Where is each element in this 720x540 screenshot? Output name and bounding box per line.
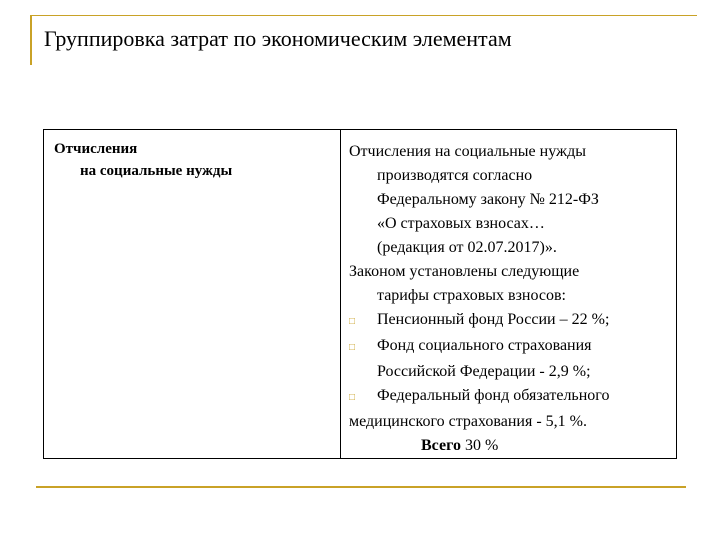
desc-line: (редакция от 02.07.2017)».	[377, 239, 557, 256]
square-bullet-icon: □	[349, 342, 356, 353]
element-name-cell	[44, 130, 341, 459]
total-label: Всего	[421, 437, 461, 454]
page-title: Группировка затрат по экономическим элементам	[44, 26, 512, 51]
desc-line: Отчисления на социальные нужды	[349, 143, 586, 160]
frame-top-line	[30, 15, 697, 16]
desc-line: производятся согласно	[377, 167, 533, 184]
element-name-line1: Отчисления	[54, 141, 138, 157]
frame-bottom-line	[36, 486, 686, 488]
list-item	[349, 334, 670, 360]
total-value: 30 %	[464, 437, 499, 454]
cost-elements-table	[43, 129, 677, 459]
list-item	[349, 308, 670, 334]
desc-line: Федеральному закону № 212-ФЗ	[377, 191, 599, 208]
bullet-text: Фонд социального страхования	[377, 337, 592, 354]
desc-line: «О страховых взносах…	[377, 215, 545, 232]
square-bullet-icon: □	[349, 316, 356, 327]
bullet-continuation: медицинского страхования - 5,1 %.	[349, 413, 587, 430]
bullet-continuation: Российской Федерации - 2,9 %;	[377, 363, 591, 380]
frame-left-line	[30, 15, 32, 65]
bullet-text: Пенсионный фонд России – 22 %;	[377, 311, 610, 328]
total-line	[349, 434, 670, 458]
bullet-text: Федеральный фонд обязательного	[377, 387, 610, 404]
square-bullet-icon: □	[349, 392, 356, 403]
desc-line: тарифы страховых взносов:	[377, 287, 566, 304]
element-description-cell	[341, 130, 677, 459]
element-name-line2: на социальные нужды	[80, 163, 233, 179]
list-item	[349, 384, 670, 410]
table-row	[44, 130, 677, 459]
desc-line: Законом установлены следующие	[349, 263, 580, 280]
